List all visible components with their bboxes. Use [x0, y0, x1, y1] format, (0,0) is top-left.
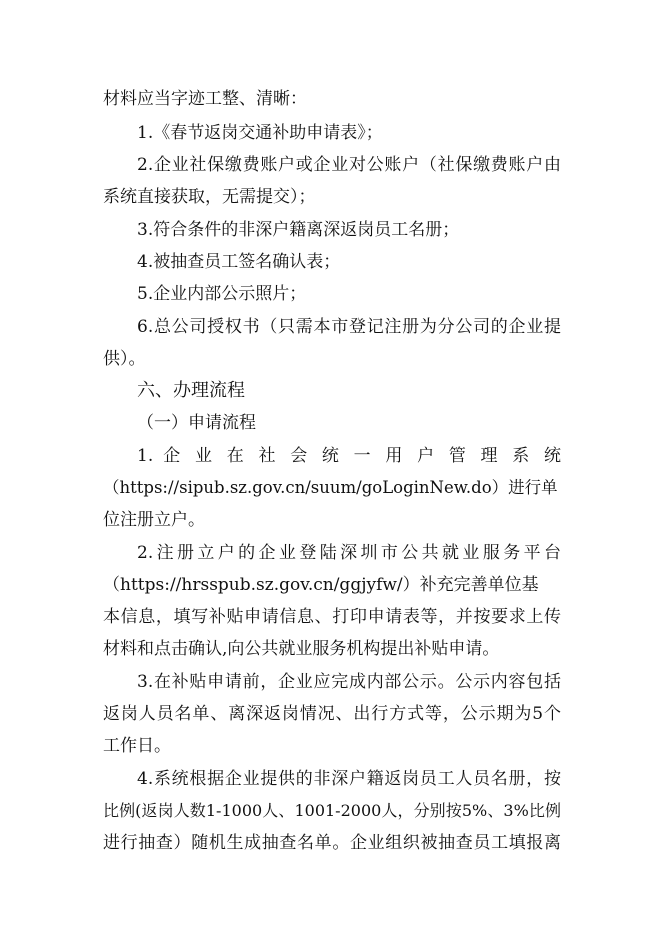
list-item-continuation: 系统直接获取，无需提交）；: [103, 187, 316, 207]
list-item-continuation: 供）。: [103, 349, 146, 369]
paragraph-line: 1. 企 业 在 社 会 统 一 用 户 管 理 系 统: [137, 446, 561, 466]
paragraph-line: 2.注册立户的企业登陆深圳市公共就业服务平台: [137, 543, 561, 563]
list-item: 2.企业社保缴费账户或企业对公账户（社保缴费账户由: [137, 155, 561, 175]
paragraph-line: 材料应当字迹工整、清晰：: [103, 89, 307, 109]
paragraph-line: 进行抽查）随机生成抽查名单。企业组织被抽查员工填报离: [103, 833, 561, 853]
paragraph-line: （https://sipub.sz.gov.cn/suum/goLoginNew.do）进行单: [103, 478, 558, 497]
list-item: 5.企业内部公示照片；: [137, 284, 307, 304]
list-item: 6.总公司授权书（只需本市登记注册为分公司的企业提: [137, 317, 561, 337]
subsection-heading: （一）申请流程: [137, 413, 256, 433]
paragraph-line: 比例(返岗人数1-1000人、1001-2000人，分别按5%、3%比例: [103, 801, 561, 820]
paragraph-line: 工作日。: [103, 736, 171, 756]
paragraph-line: 4.系统根据企业提供的非深户籍返岗员工人员名册，按: [137, 769, 561, 789]
paragraph-line: 位注册立户。: [103, 510, 205, 530]
section-heading: 六、办理流程: [137, 380, 245, 401]
paragraph-line: 材料和点击确认,向公共就业服务机构提出补贴申请。: [103, 639, 500, 659]
paragraph-line: （https://hrsspub.sz.gov.cn/ggjyfw/）补充完善单位基: [103, 575, 539, 595]
paragraph-line: 返岗人员名单、离深返岗情况、出行方式等，公示期为5个: [103, 704, 561, 724]
paragraph-line: 本信息，填写补贴申请信息、打印申请表等，并按要求上传: [103, 607, 561, 627]
list-item: 1.《春节返岗交通补助申请表》；: [137, 123, 383, 143]
list-item: 3.符合条件的非深户籍离深返岗员工名册；: [137, 220, 460, 240]
paragraph-line: 3.在补贴申请前，企业应完成内部公示。公示内容包括: [137, 672, 561, 692]
list-item: 4.被抽查员工签名确认表；: [137, 252, 341, 272]
